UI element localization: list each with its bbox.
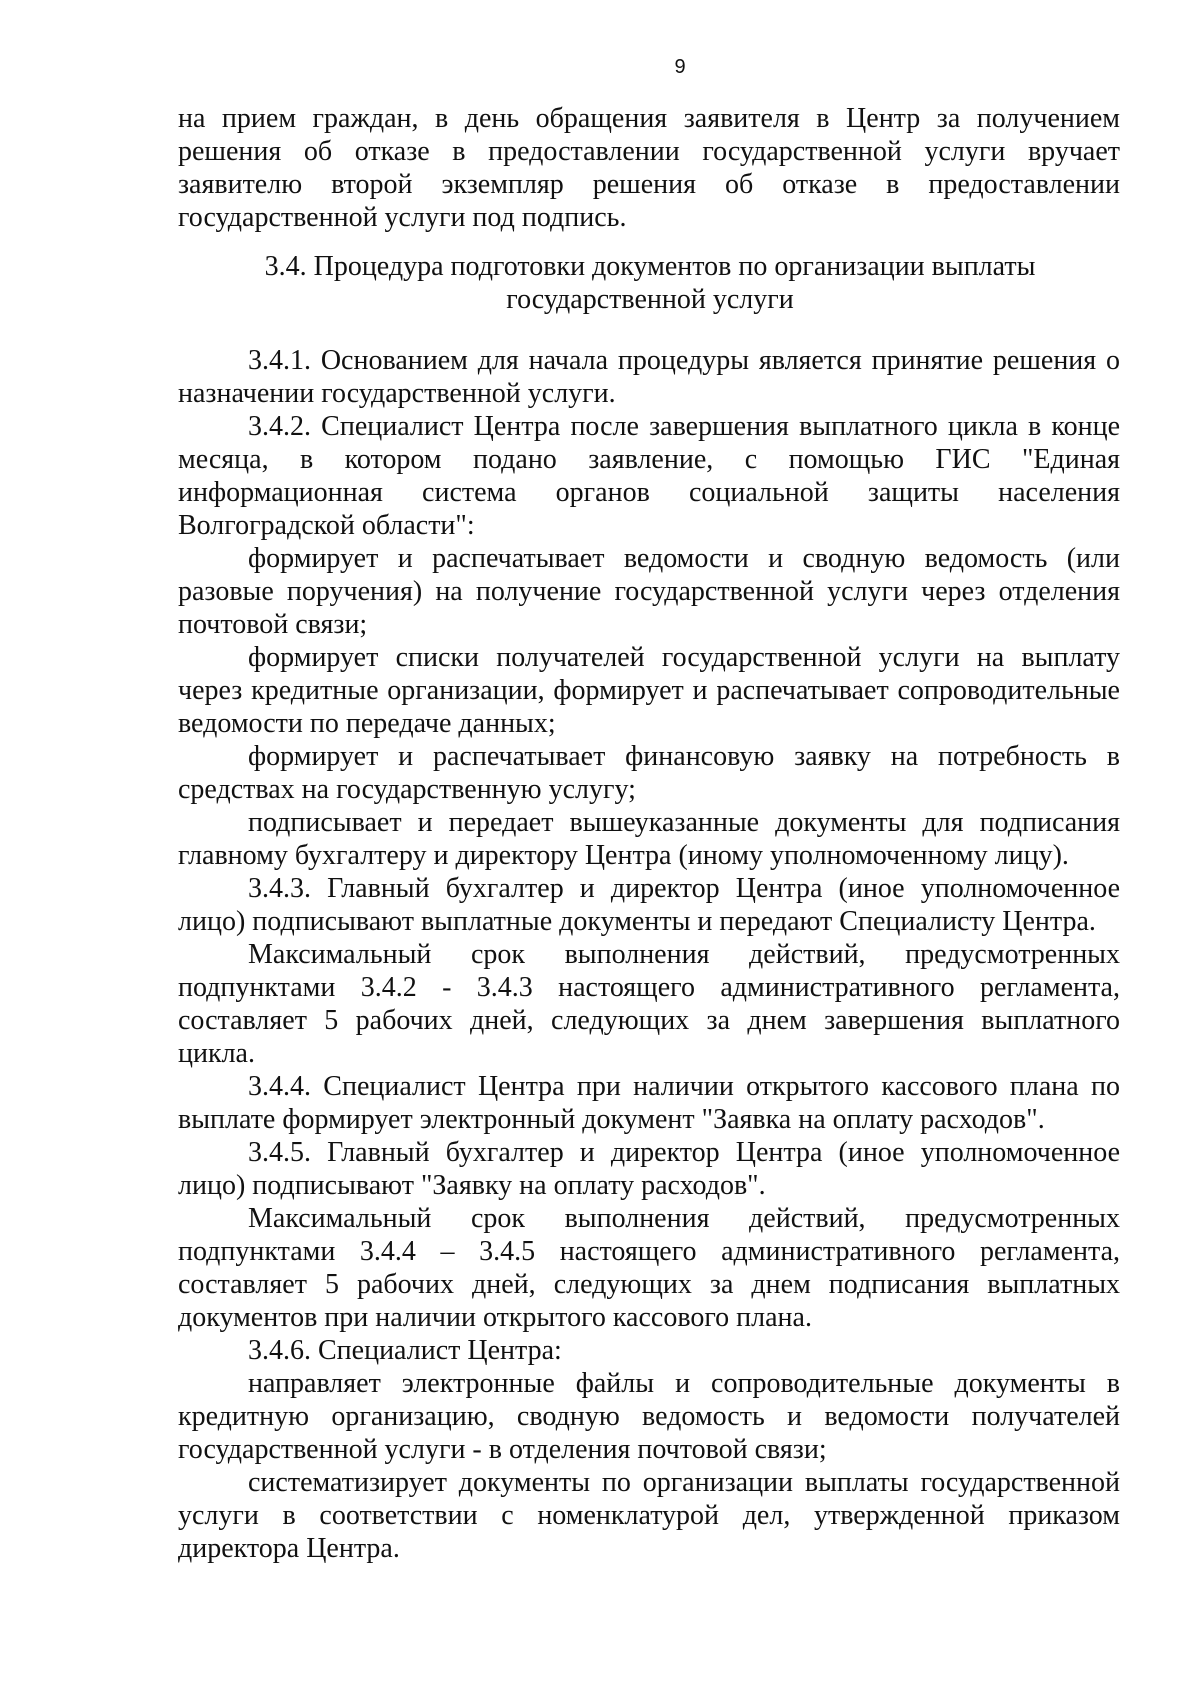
- paragraph-forms-lists: формирует списки получателей государственной услуги на выплату через кредитные организации, формирует и распечатывает сопроводительные ведомости по передаче данных;: [178, 642, 1120, 739]
- paragraph-3-4-5: 3.4.5. Главный бухгалтер и директор Центра (иное уполномоченное лицо) подписывают "Заявку на оплату расходов".: [178, 1137, 1120, 1201]
- page-number: 9: [674, 56, 686, 78]
- paragraph-systematizes: систематизирует документы по организации выплаты государственной услуги в соответствии с номенклатурой дел, утвержденной приказом директора Центра.: [178, 1467, 1120, 1564]
- paragraph-3-4-2: 3.4.2. Специалист Центра после завершения выплатного цикла в конце месяца, в котором подано заявление, с помощью ГИС "Единая информационная система органов социальной защиты населения Волгоградской области":: [178, 411, 1120, 541]
- section-heading-line1: 3.4. Процедура подготовки документов по организации выплаты: [264, 251, 1036, 282]
- section-heading: [170, 250, 1130, 316]
- paragraph-signs-transfers: подписывает и передает вышеуказанные документы для подписания главному бухгалтеру и директору Центра (иному уполномоченному лицу).: [178, 807, 1120, 871]
- paragraph-max-term-2: Максимальный срок выполнения действий, предусмотренных подпунктами 3.4.4 – 3.4.5 настоящего административного регламента, составляет 5 рабочих дней, следующих за днем подписания выплатных документов при наличии открытого кассового плана.: [178, 1203, 1120, 1333]
- intro-paragraph: на прием граждан, в день обращения заявителя в Центр за получением решения об отказе в предоставлении государственной услуги вручает заявителю второй экземпляр решения об отказе в предоставлении государственной услуги под подпись.: [178, 103, 1120, 233]
- paragraph-sends-files: направляет электронные файлы и сопроводительные документы в кредитную организацию, сводную ведомость и ведомости получателей государственной услуги - в отделения почтовой связи;: [178, 1368, 1120, 1465]
- section-body: [178, 344, 1120, 1565]
- paragraph-3-4-3: 3.4.3. Главный бухгалтер и директор Центра (иное уполномоченное лицо) подписывают выплатные документы и передают Специалисту Центра.: [178, 873, 1120, 937]
- paragraph-forms-statements: формирует и распечатывает ведомости и сводную ведомость (или разовые поручения) на получение государственной услуги через отделения почтовой связи;: [178, 543, 1120, 640]
- paragraph-3-4-4: 3.4.4. Специалист Центра при наличии открытого кассового плана по выплате формирует электронный документ "Заявка на оплату расходов".: [178, 1071, 1120, 1135]
- intro-block: [178, 102, 1120, 234]
- paragraph-3-4-6: 3.4.6. Специалист Центра:: [248, 1335, 562, 1366]
- section-heading-line2: государственной услуги: [506, 284, 794, 315]
- paragraph-max-term-1: Максимальный срок выполнения действий, предусмотренных подпунктами 3.4.2 - 3.4.3 настоящего административного регламента, составляет 5 рабочих дней, следующих за днем завершения выплатного цикла.: [178, 939, 1120, 1069]
- paragraph-3-4-1: 3.4.1. Основанием для начала процедуры является принятие решения о назначении государственной услуги.: [178, 345, 1120, 409]
- paragraph-financial-request: формирует и распечатывает финансовую заявку на потребность в средствах на государственную услугу;: [178, 741, 1120, 805]
